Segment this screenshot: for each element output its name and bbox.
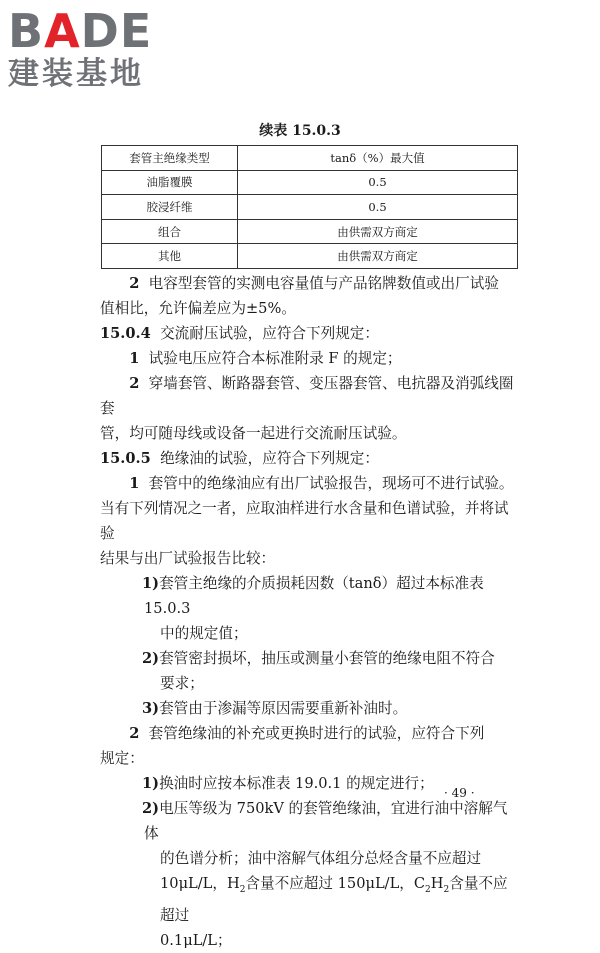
table-row [102,195,518,220]
brand-logo-text: BADE [8,4,153,58]
table-row [102,244,518,269]
table-header-row [102,146,518,171]
clause-item: 2 套管绝缘油的补充或更换时进行的试验，应符合下列 [129,725,485,742]
clause-item-cont: 管，均可随母线或设备一起进行交流耐压试验。 [100,425,407,442]
document-body [100,271,520,953]
sub-item-cont: 要求； [160,675,204,692]
page-number: · 49 · [444,786,475,800]
clause-item-cont: 当有下列情况之一者，应取油样进行水含量和色谱试验，并将试验 [100,500,509,542]
table-row [102,170,518,195]
table-caption: 续表 15.0.3 [259,123,341,139]
sub-item: 1)套管主绝缘的介质损耗因数（tanδ）超过本标准表 15.0.3 [142,575,484,617]
sub-item-cont: 的色谱分析；油中溶解气体组分总烃含量不应超过 [160,850,482,867]
table-cell: 由供需双方商定 [238,219,518,244]
bushing-tan-delta-table [101,145,518,269]
clause-item: 1 套管中的绝缘油应有出厂试验报告，现场可不进行试验。 [129,475,514,492]
clause-item: 2 穿墙套管、断路器套管、变压器套管、电抗器及消弧线圈套 [100,375,514,417]
clause-15-0-5: 15.0.5 绝缘油的试验，应符合下列规定： [100,450,379,467]
table-cell: 其他 [102,244,238,269]
table-cell: 由供需双方商定 [238,244,518,269]
brand-logo-chinese: 建装基地 [8,56,144,92]
table-cell: 0.5 [238,195,518,220]
paragraph-capacitance: 2 电容型套管的实测电容量值与产品铭牌数值或出厂试验 [129,275,499,292]
sub-item: 2)电压等级为 750kV 的套管绝缘油，宜进行油中溶解气体 [142,800,508,842]
table-cell: 0.5 [238,170,518,195]
table-header-cell: 套管主绝缘类型 [102,146,238,171]
table-cell: 胶浸纤维 [102,195,238,220]
sub-item: 3)套管由于渗漏等原因需要重新补油时。 [142,700,408,717]
table-cell: 油脂覆膜 [102,170,238,195]
table-row [102,219,518,244]
brand-logo [8,6,178,92]
paragraph-capacitance-cont: 值相比，允许偏差应为±5%。 [100,300,296,317]
sub-item: 1)换油时应按本标准表 19.0.1 的规定进行； [142,775,434,792]
clause-item-cont: 规定： [100,750,144,767]
sub-item-cont: 0.1μL/L； [160,931,232,949]
sub-item: 2)套管密封损坏，抽压或测量小套管的绝缘电阻不符合 [142,650,495,667]
sub-item-cont: 中的规定值； [160,625,248,642]
clause-item: 1 试验电压应符合本标准附录 F 的规定； [129,350,402,367]
table-cell: 组合 [102,219,238,244]
clause-item-cont: 结果与出厂试验报告比较： [100,550,276,567]
clause-15-0-4: 15.0.4 交流耐压试验，应符合下列规定： [100,325,379,342]
sub-item-cont: 10μL/L，$H_2$含量不应超过 150μL/L，$C_2H_2$含量不应超过 [160,875,508,924]
table-header-cell: tanδ（%）最大值 [238,146,518,171]
